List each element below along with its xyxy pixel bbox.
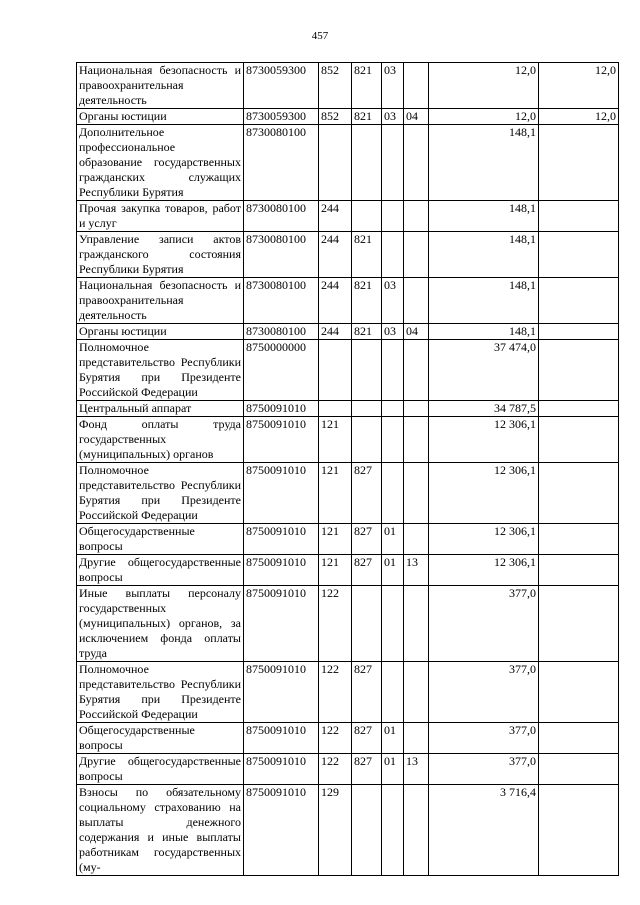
section-cell: 03 — [382, 109, 404, 125]
table-row — [77, 524, 619, 555]
row-name-cell: Дополнительное профессиональное образование государственных гражданских служащих Республики Бурятия — [77, 125, 244, 201]
row-name-cell: Центральный аппарат — [77, 401, 244, 417]
administrator-code-cell: 827 — [352, 524, 382, 555]
subsection-cell: 04 — [404, 324, 429, 340]
table-row — [77, 463, 619, 524]
administrator-code-cell: 827 — [352, 754, 382, 785]
table-row — [77, 723, 619, 754]
row-name-cell: Полномочное представительство Республики Бурятия при Президенте Российской Федерации — [77, 463, 244, 524]
amount-cell: 148,1 — [429, 324, 539, 340]
expense-type-cell: 122 — [319, 586, 352, 662]
amount-second-cell — [539, 201, 619, 232]
amount-cell: 148,1 — [429, 125, 539, 201]
amount-second-cell — [539, 555, 619, 586]
amount-cell: 377,0 — [429, 662, 539, 723]
amount-cell: 12 306,1 — [429, 555, 539, 586]
section-cell — [382, 401, 404, 417]
amount-second-cell — [539, 417, 619, 463]
expense-type-cell: 244 — [319, 232, 352, 278]
expense-type-cell — [319, 401, 352, 417]
row-name-cell: Национальная безопасность и правоохранительная деятельность — [77, 278, 244, 324]
row-name-cell: Общегосударственные вопросы — [77, 524, 244, 555]
amount-second-cell — [539, 586, 619, 662]
table-row — [77, 417, 619, 463]
section-cell — [382, 125, 404, 201]
section-cell: 01 — [382, 524, 404, 555]
amount-cell: 377,0 — [429, 586, 539, 662]
expense-type-cell: 244 — [319, 201, 352, 232]
subsection-cell — [404, 401, 429, 417]
target-article-code-cell: 8750091010 — [244, 785, 319, 876]
administrator-code-cell — [352, 785, 382, 876]
target-article-code-cell: 8730080100 — [244, 232, 319, 278]
expense-type-cell: 244 — [319, 278, 352, 324]
subsection-cell — [404, 586, 429, 662]
target-article-code-cell: 8730080100 — [244, 324, 319, 340]
section-cell — [382, 417, 404, 463]
section-cell — [382, 340, 404, 401]
amount-second-cell — [539, 754, 619, 785]
administrator-code-cell: 821 — [352, 278, 382, 324]
subsection-cell: 13 — [404, 555, 429, 586]
table-row — [77, 109, 619, 125]
target-article-code-cell: 8750091010 — [244, 417, 319, 463]
target-article-code-cell: 8750091010 — [244, 754, 319, 785]
administrator-code-cell: 827 — [352, 662, 382, 723]
administrator-code-cell — [352, 125, 382, 201]
target-article-code-cell: 8730059300 — [244, 63, 319, 109]
expense-type-cell: 121 — [319, 555, 352, 586]
section-cell: 03 — [382, 278, 404, 324]
administrator-code-cell — [352, 417, 382, 463]
amount-second-cell — [539, 232, 619, 278]
target-article-code-cell: 8750091010 — [244, 524, 319, 555]
amount-second-cell — [539, 463, 619, 524]
row-name-cell: Другие общегосударственные вопросы — [77, 754, 244, 785]
amount-cell: 3 716,4 — [429, 785, 539, 876]
subsection-cell — [404, 524, 429, 555]
amount-second-cell: 12,0 — [539, 63, 619, 109]
expense-type-cell — [319, 340, 352, 401]
table-row — [77, 555, 619, 586]
section-cell: 01 — [382, 555, 404, 586]
administrator-code-cell: 827 — [352, 463, 382, 524]
section-cell — [382, 232, 404, 278]
expense-type-cell: 852 — [319, 63, 352, 109]
table-row — [77, 586, 619, 662]
section-cell: 01 — [382, 723, 404, 754]
table-row — [77, 662, 619, 723]
expense-type-cell: 122 — [319, 662, 352, 723]
expense-type-cell: 122 — [319, 723, 352, 754]
target-article-code-cell: 8750091010 — [244, 662, 319, 723]
section-cell — [382, 662, 404, 723]
target-article-code-cell: 8750091010 — [244, 723, 319, 754]
subsection-cell — [404, 723, 429, 754]
administrator-code-cell: 821 — [352, 324, 382, 340]
amount-second-cell — [539, 524, 619, 555]
administrator-code-cell — [352, 201, 382, 232]
expense-type-cell: 122 — [319, 754, 352, 785]
subsection-cell — [404, 201, 429, 232]
subsection-cell — [404, 125, 429, 201]
target-article-code-cell: 8730080100 — [244, 125, 319, 201]
administrator-code-cell: 827 — [352, 555, 382, 586]
subsection-cell — [404, 278, 429, 324]
section-cell — [382, 463, 404, 524]
target-article-code-cell: 8750091010 — [244, 401, 319, 417]
subsection-cell — [404, 785, 429, 876]
target-article-code-cell: 8730080100 — [244, 278, 319, 324]
amount-second-cell — [539, 401, 619, 417]
amount-cell: 12,0 — [429, 109, 539, 125]
section-cell: 03 — [382, 63, 404, 109]
subsection-cell — [404, 662, 429, 723]
section-cell: 01 — [382, 754, 404, 785]
table-row — [77, 232, 619, 278]
table-row — [77, 201, 619, 232]
row-name-cell: Фонд оплаты труда государственных (муниципальных) органов — [77, 417, 244, 463]
amount-cell: 377,0 — [429, 723, 539, 754]
administrator-code-cell: 821 — [352, 109, 382, 125]
row-name-cell: Полномочное представительство Республики Бурятия при Президенте Российской Федерации — [77, 340, 244, 401]
row-name-cell: Управление записи актов гражданского состояния Республики Бурятия — [77, 232, 244, 278]
amount-second-cell: 12,0 — [539, 109, 619, 125]
amount-second-cell — [539, 662, 619, 723]
section-cell: 03 — [382, 324, 404, 340]
amount-cell: 12 306,1 — [429, 417, 539, 463]
subsection-cell — [404, 463, 429, 524]
amount-second-cell — [539, 125, 619, 201]
amount-cell: 12 306,1 — [429, 463, 539, 524]
subsection-cell — [404, 232, 429, 278]
administrator-code-cell: 821 — [352, 232, 382, 278]
amount-cell: 148,1 — [429, 201, 539, 232]
administrator-code-cell — [352, 340, 382, 401]
row-name-cell: Иные выплаты персоналу государственных (муниципальных) органов, за исключением фонда оплаты труда — [77, 586, 244, 662]
budget-table — [76, 62, 619, 876]
table-row — [77, 754, 619, 785]
amount-cell: 12 306,1 — [429, 524, 539, 555]
subsection-cell: 04 — [404, 109, 429, 125]
section-cell — [382, 785, 404, 876]
row-name-cell: Органы юстиции — [77, 324, 244, 340]
amount-second-cell — [539, 324, 619, 340]
amount-cell: 37 474,0 — [429, 340, 539, 401]
amount-cell: 148,1 — [429, 232, 539, 278]
administrator-code-cell — [352, 401, 382, 417]
amount-second-cell — [539, 278, 619, 324]
subsection-cell — [404, 417, 429, 463]
amount-second-cell — [539, 785, 619, 876]
row-name-cell: Органы юстиции — [77, 109, 244, 125]
section-cell — [382, 586, 404, 662]
subsection-cell — [404, 63, 429, 109]
expense-type-cell: 121 — [319, 463, 352, 524]
row-name-cell: Общегосударственные вопросы — [77, 723, 244, 754]
amount-second-cell — [539, 723, 619, 754]
table-row — [77, 125, 619, 201]
target-article-code-cell: 8750091010 — [244, 586, 319, 662]
amount-cell: 377,0 — [429, 754, 539, 785]
target-article-code-cell: 8730080100 — [244, 201, 319, 232]
table-row — [77, 324, 619, 340]
row-name-cell: Взносы по обязательному социальному страхованию на выплаты денежного содержания и иные выплаты работникам государственных (му- — [77, 785, 244, 876]
subsection-cell — [404, 340, 429, 401]
table-row — [77, 63, 619, 109]
table-row — [77, 401, 619, 417]
expense-type-cell: 852 — [319, 109, 352, 125]
row-name-cell: Прочая закупка товаров, работ и услуг — [77, 201, 244, 232]
target-article-code-cell: 8750091010 — [244, 555, 319, 586]
amount-cell: 148,1 — [429, 278, 539, 324]
section-cell — [382, 201, 404, 232]
expense-type-cell — [319, 125, 352, 201]
target-article-code-cell: 8730059300 — [244, 109, 319, 125]
row-name-cell: Национальная безопасность и правоохранительная деятельность — [77, 63, 244, 109]
administrator-code-cell: 827 — [352, 723, 382, 754]
table-row — [77, 278, 619, 324]
administrator-code-cell — [352, 586, 382, 662]
table-row — [77, 340, 619, 401]
expense-type-cell: 244 — [319, 324, 352, 340]
page-number: 457 — [311, 30, 329, 42]
amount-second-cell — [539, 340, 619, 401]
expense-type-cell: 121 — [319, 524, 352, 555]
expense-type-cell: 129 — [319, 785, 352, 876]
row-name-cell: Другие общегосударственные вопросы — [77, 555, 244, 586]
table-row — [77, 785, 619, 876]
administrator-code-cell: 821 — [352, 63, 382, 109]
target-article-code-cell: 8750091010 — [244, 463, 319, 524]
subsection-cell: 13 — [404, 754, 429, 785]
row-name-cell: Полномочное представительство Республики Бурятия при Президенте Российской Федерации — [77, 662, 244, 723]
target-article-code-cell: 8750000000 — [244, 340, 319, 401]
table-body — [77, 63, 619, 876]
expense-type-cell: 121 — [319, 417, 352, 463]
amount-cell: 12,0 — [429, 63, 539, 109]
amount-cell: 34 787,5 — [429, 401, 539, 417]
